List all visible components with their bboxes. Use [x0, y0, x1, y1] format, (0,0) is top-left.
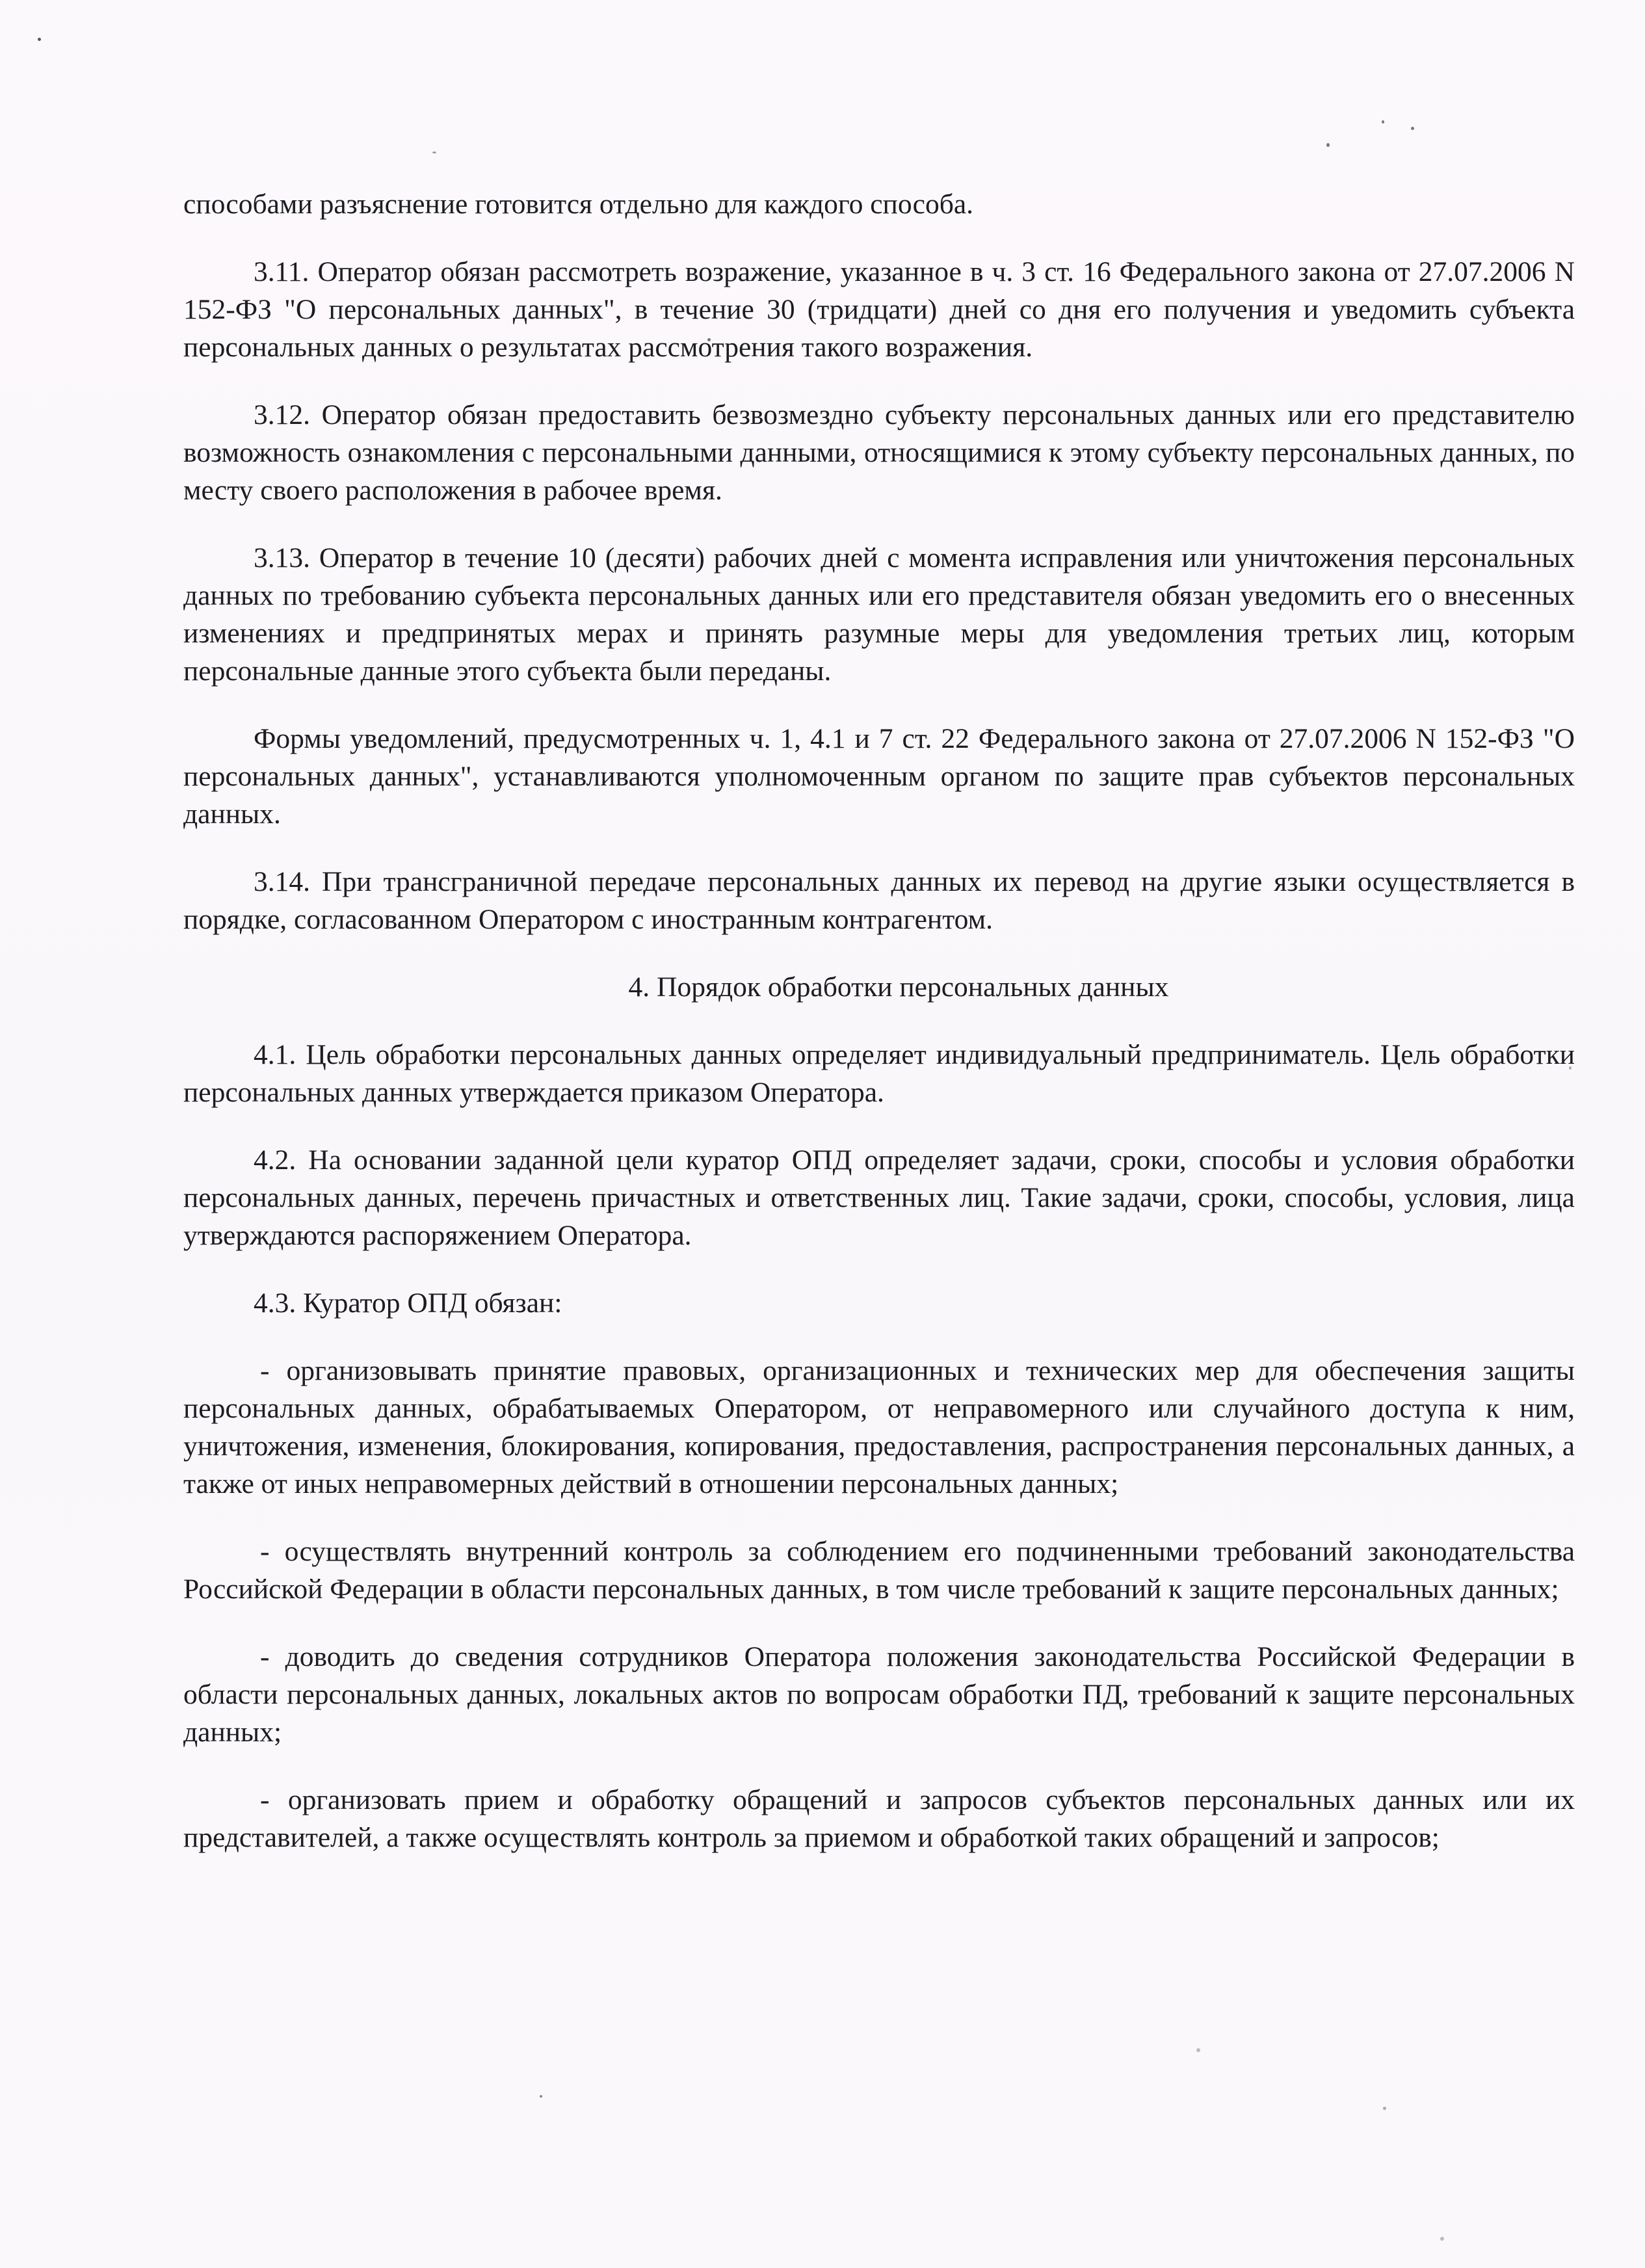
paragraph-3-11: 3.11. Оператор обязан рассмотреть возражение, указанное в ч. 3 ст. 16 Федерального закона от 27.07.2006 N 152-ФЗ "О персональных данных", в течение 30 (тридцати) дней со дня его получения и уведомить субъекта персональных данных о результатах рассмотрения такого возражения.	[183, 256, 1575, 363]
paragraph-continuation: способами разъяснение готовится отдельно для каждого способа.	[183, 189, 974, 220]
scan-speck	[540, 2095, 542, 2098]
scan-speck	[1383, 2107, 1386, 2110]
paragraph-4-3: 4.3. Куратор ОПД обязан:	[254, 1287, 562, 1319]
scan-speck	[1196, 2048, 1200, 2052]
paragraph-4-2: 4.2. На основании заданной цели куратор ОПД определяет задачи, сроки, способы и условия обработки персональных данных, перечень причастных и ответственных лиц. Такие задачи, сроки, способы, условия, лица утверждаются распоряжением Оператора.	[183, 1144, 1575, 1251]
duty-item: - организовывать принятие правовых, организационных и технических мер для обеспечения защиты персональных данных, обрабатываемых Оператором, от неправомерного или случайного доступа к ним, уничтожения, изменения, блокирования, копирования, предоставления, распространения персональных данных, а также от иных неправомерных действий в отношении персональных данных;	[183, 1355, 1575, 1499]
paragraph-3-14: 3.14. При трансграничной передаче персональных данных их перевод на другие языки осуществляется в порядке, согласованном Оператором с иностранным контрагентом.	[183, 866, 1575, 935]
paragraph-3-13: 3.13. Оператор в течение 10 (десяти) рабочих дней с момента исправления или уничтожения персональных данных по требованию субъекта персональных данных или его представителя обязан уведомить его о внесенных изменениях и предпринятых мерах и принять разумные меры для уведомления третьих лиц, которым персональные данные этого субъекта были переданы.	[183, 542, 1575, 687]
scan-speck	[1382, 120, 1384, 124]
duty-item: - организовать прием и обработку обращений и запросов субъектов персональных данных или их представителей, а также осуществлять контроль за приемом и обработкой таких обращений и запросов;	[183, 1784, 1575, 1853]
scan-speck	[432, 152, 436, 153]
section-4-heading: 4. Порядок обработки персональных данных	[628, 971, 1169, 1003]
scan-speck	[1411, 127, 1414, 130]
paragraph-4-1: 4.1. Цель обработки персональных данных определяет индивидуальный предприниматель. Цель обработки персональных данных утверждается приказом Оператора.	[183, 1039, 1575, 1108]
duty-item: - доводить до сведения сотрудников Оператора положения законодательства Российской Федерации в области персональных данных, локальных актов по вопросам обработки ПД, требований к защите персональных данных;	[183, 1641, 1575, 1748]
scan-speck	[1440, 2237, 1444, 2241]
paragraph-notification-forms: Формы уведомлений, предусмотренных ч. 1, 4.1 и 7 ст. 22 Федерального закона от 27.07.2006 N 152-ФЗ "О персональных данных", устанавливаются уполномоченным органом по защите прав субъектов персональных данных.	[183, 723, 1575, 830]
paragraph-3-12: 3.12. Оператор обязан предоставить безвозмездно субъекту персональных данных или его представителю возможность ознакомления с персональными данными, относящимися к этому субъекту персональных данных, по месту своего расположения в рабочее время.	[183, 399, 1575, 506]
scan-speck	[1326, 143, 1330, 147]
duty-item: - осуществлять внутренний контроль за соблюдением его подчиненными требований законодательства Российской Федерации в области персональных данных, в том числе требований к защите персональных данных;	[183, 1536, 1575, 1605]
scan-speck	[38, 38, 41, 41]
document-body	[183, 185, 1575, 1856]
